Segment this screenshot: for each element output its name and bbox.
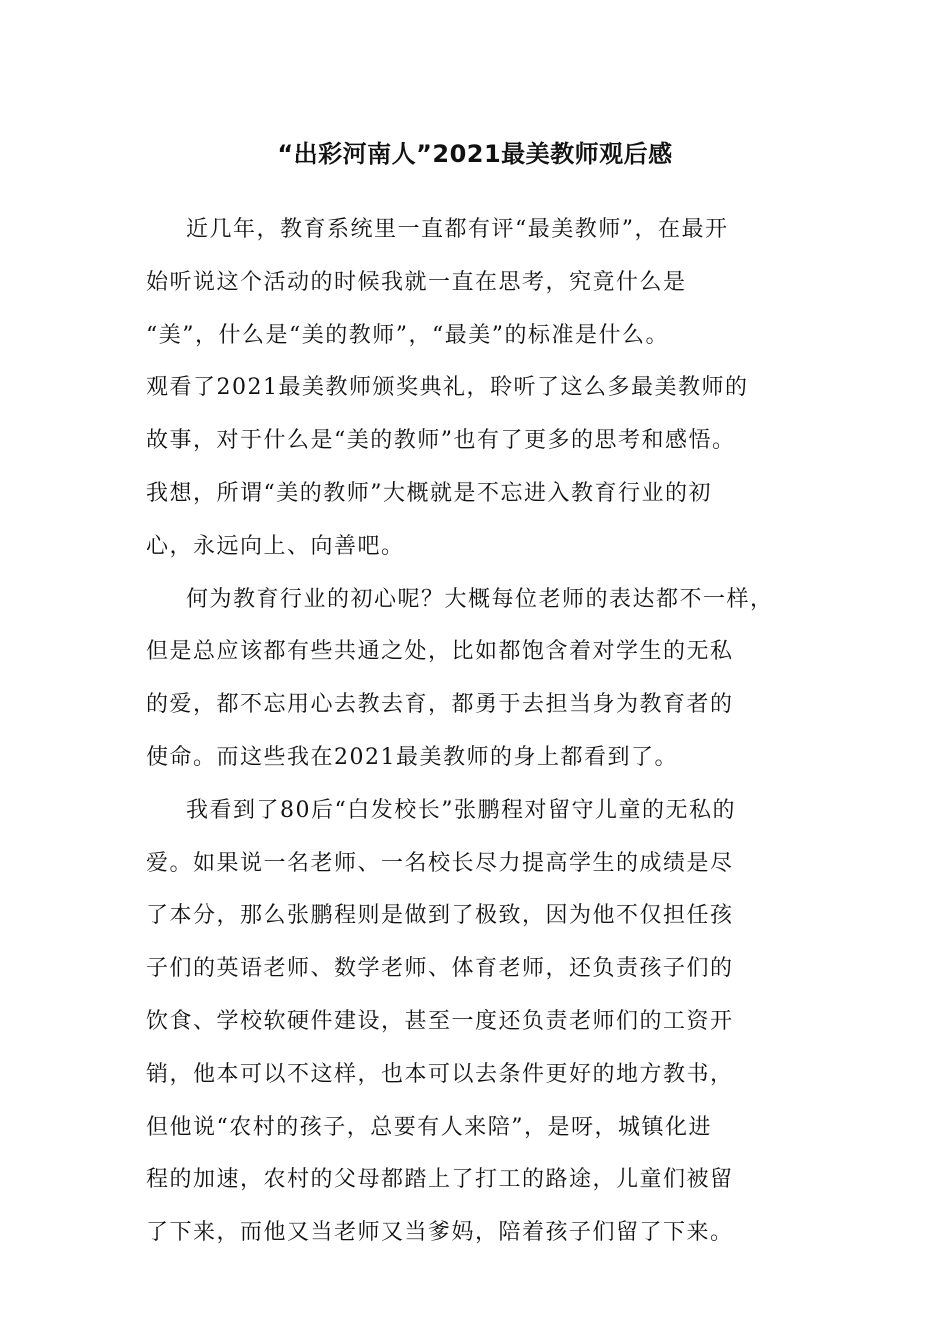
document-title: “出彩河南人”2021最美教师观后感	[277, 140, 673, 168]
paragraph-2-line-2: 但是总应该都有些共通之处，比如都饱含着对学生的无私	[146, 639, 734, 665]
paragraph-3-line-1: 我看到了80后“白发校长”张鹏程对留守儿童的无私的	[186, 797, 736, 823]
paragraph-1-line-2: 始听说这个活动的时候我就一直在思考，究竟什么是	[146, 269, 687, 295]
paragraph-3-line-7: 但他说“农村的孩子，总要有人来陪”，是呀，城镇化进	[146, 1114, 712, 1140]
paragraph-1-line-7: 心，永远向上、向善吧。	[146, 533, 405, 559]
paragraph-2-line-3: 的爱，都不忘用心去教去育，都勇于去担当身为教育者的	[146, 692, 734, 718]
paragraph-1-line-3: “美”，什么是“美的教师”，“最美”的标准是什么。	[146, 322, 669, 348]
paragraph-3-line-5: 饮食、学校软硬件建设，甚至一度还负责老师们的工资开	[146, 1008, 734, 1034]
paragraph-3-line-3: 了本分，那么张鹏程则是做到了极致，因为他不仅担任孩	[146, 903, 734, 929]
paragraph-2-line-4: 使命。而这些我在2021最美教师的身上都看到了。	[146, 744, 678, 770]
paragraph-3-line-9: 了下来，而他又当老师又当爹妈，陪着孩子们留了下来。	[146, 1220, 734, 1246]
paragraph-3-line-8: 程的加速，农村的父母都踏上了打工的路途，儿童们被留	[146, 1167, 734, 1193]
paragraph-1-line-5: 故事，对于什么是“美的教师”也有了更多的思考和感悟。	[146, 428, 736, 454]
document-body	[146, 204, 816, 1260]
paragraph-3-line-6: 销，他本可以不这样，也本可以去条件更好的地方教书，	[146, 1061, 734, 1087]
paragraph-3-line-2: 爱。如果说一名老师、一名校长尽力提高学生的成绩是尽	[146, 850, 734, 876]
paragraph-1-line-4: 观看了2021最美教师颁奖典礼，聆听了这么多最美教师的	[146, 375, 749, 401]
paragraph-1-line-1: 近几年，教育系统里一直都有评“最美教师”，在最开	[186, 217, 729, 242]
paragraph-2-line-1: 何为教育行业的初心呢？大概每位老师的表达都不一样，	[186, 586, 774, 612]
paragraph-3-line-4: 子们的英语老师、数学老师、体育老师，还负责孩子们的	[146, 956, 734, 982]
paragraph-1-line-6: 我想，所谓“美的教师”大概就是不忘进入教育行业的初	[146, 480, 712, 506]
